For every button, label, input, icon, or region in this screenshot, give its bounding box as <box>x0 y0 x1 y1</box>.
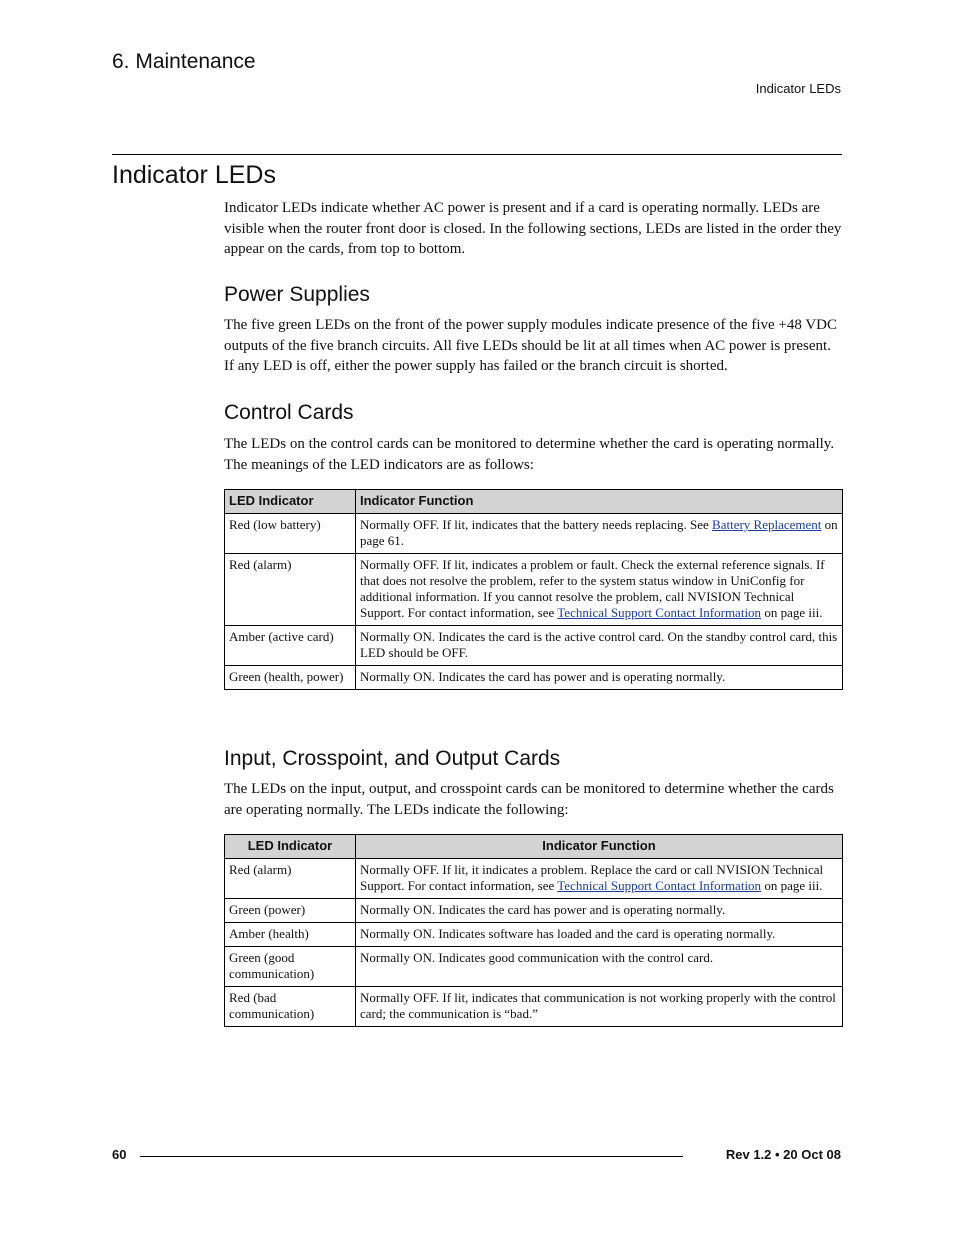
function-text: Normally ON. Indicates software has loaded and the card is operating normally. <box>360 926 776 941</box>
control-cards-led-table <box>224 489 843 690</box>
section-title: Indicator LEDs <box>112 161 276 189</box>
table-row <box>225 554 843 626</box>
control-cards-heading: Control Cards <box>224 401 354 424</box>
table-row <box>225 947 843 987</box>
table-row <box>225 666 843 690</box>
cross-reference-link[interactable]: Battery Replacement <box>712 517 822 532</box>
function-text-suffix: on page 61. <box>360 517 838 548</box>
io-cards-heading: Input, Crosspoint, and Output Cards <box>224 747 561 770</box>
indicator-function-cell <box>356 923 843 947</box>
indicator-function-cell <box>356 947 843 987</box>
table-row <box>225 626 843 666</box>
cross-reference-link[interactable]: Technical Support Contact Information <box>557 878 762 893</box>
function-text-suffix: on page iii. <box>761 878 823 893</box>
function-text: Normally OFF. If lit, indicates that the battery needs replacing. See <box>360 517 713 532</box>
column-header-indicator-function: Indicator Function <box>356 490 843 514</box>
function-text: Normally OFF. If lit, it indicates a problem. Replace the card or call NVISION Technical Support. For contact information, see <box>360 862 824 893</box>
column-header-led-indicator: LED Indicator <box>225 490 356 514</box>
footer-rule <box>140 1156 683 1157</box>
led-indicator-cell: Amber (health) <box>225 923 356 947</box>
table-header-row <box>225 490 843 514</box>
led-indicator-cell: Red (alarm) <box>225 554 356 626</box>
intro-paragraph: Indicator LEDs indicate whether AC power is present and if a card is operating normally. LEDs are visible when the router front door is closed. In the following sections, LEDs are listed in the order they appear on the cards, from top to bottom. <box>224 200 842 257</box>
function-text: Normally ON. Indicates the card has power and is operating normally. <box>360 669 726 684</box>
cross-reference-link[interactable]: Technical Support Contact Information <box>557 605 762 620</box>
indicator-function-cell <box>356 899 843 923</box>
function-text: Normally ON. Indicates the card has power and is operating normally. <box>360 902 726 917</box>
table-header-row <box>225 835 843 859</box>
led-indicator-cell: Amber (active card) <box>225 626 356 666</box>
function-text: Normally ON. Indicates the card is the active control card. On the standby control card, this LED should be OFF. <box>360 629 838 660</box>
table-row <box>225 859 843 899</box>
io-cards-led-table <box>224 834 843 1027</box>
indicator-function-cell <box>356 554 843 626</box>
column-header-led-indicator: LED Indicator <box>225 835 356 859</box>
led-indicator-cell: Green (health, power) <box>225 666 356 690</box>
power-supplies-paragraph: The five green LEDs on the front of the power supply modules indicate presence of the five +48 VDC outputs of the five branch circuits. All five LEDs should be lit at all times when AC power is present. If any LED is off, either the power supply has failed or the branch circuit is shorted. <box>224 317 838 374</box>
header-rule <box>112 154 842 155</box>
indicator-function-cell <box>356 666 843 690</box>
led-indicator-cell: Red (alarm) <box>225 859 356 899</box>
control-cards-paragraph: The LEDs on the control cards can be monitored to determine whether the card is operating normally. The meanings of the LED indicators are as follows: <box>224 436 835 473</box>
led-indicator-cell: Green (power) <box>225 899 356 923</box>
footer-page-number: 60 <box>112 1147 127 1162</box>
indicator-function-cell <box>356 859 843 899</box>
table-row <box>225 514 843 554</box>
table-row <box>225 987 843 1027</box>
function-text-suffix: on page iii. <box>761 605 823 620</box>
led-indicator-cell: Green (good communication) <box>225 947 356 987</box>
function-text: Normally ON. Indicates good communication with the control card. <box>360 950 714 965</box>
indicator-function-cell <box>356 626 843 666</box>
led-indicator-cell: Red (low battery) <box>225 514 356 554</box>
io-cards-paragraph: The LEDs on the input, output, and crosspoint cards can be monitored to determine whether the cards are operating normally. The LEDs indicate the following: <box>224 781 834 818</box>
table-row <box>225 923 843 947</box>
chapter-title: 6. Maintenance <box>112 50 256 73</box>
led-indicator-cell: Red (bad communication) <box>225 987 356 1027</box>
column-header-indicator-function: Indicator Function <box>356 835 843 859</box>
indicator-function-cell <box>356 514 843 554</box>
power-supplies-heading: Power Supplies <box>224 283 370 306</box>
function-text: Normally OFF. If lit, indicates a problem or fault. Check the external reference signals. If that does not resolve the problem, refer to the system status window in UniConfig for additional information. If you cannot resolve the problem, call NVISION Technical Support. For contact information, see <box>360 557 825 620</box>
function-text: Normally OFF. If lit, indicates that communication is not working properly with the control card; the communication is “bad.” <box>360 990 836 1021</box>
running-head: Indicator LEDs <box>755 81 841 96</box>
footer-revision: Rev 1.2 • 20 Oct 08 <box>725 1147 841 1162</box>
table-row <box>225 899 843 923</box>
indicator-function-cell <box>356 987 843 1027</box>
